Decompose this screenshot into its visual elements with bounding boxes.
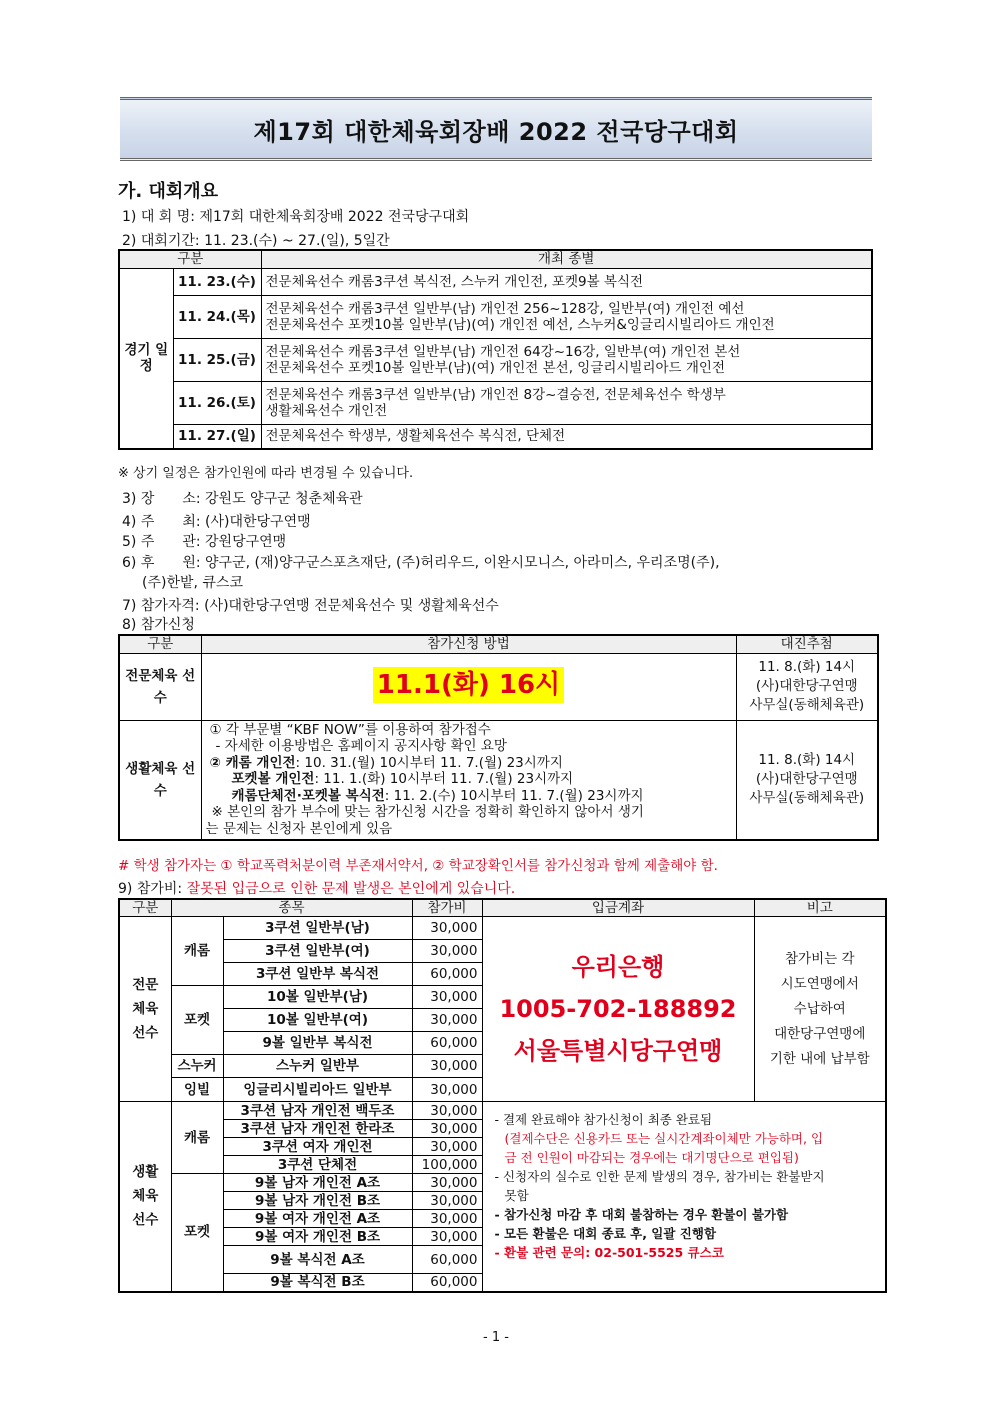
fee-pro-label: 전문 체육 선수 bbox=[119, 917, 171, 1102]
fee-event: 9볼 일반부 복식전 bbox=[223, 1032, 412, 1055]
fee-header-remark: 비고 bbox=[754, 899, 886, 917]
fee-event: 3쿠션 일반부(여) bbox=[223, 940, 412, 963]
item-registration: 8) 참가신청 bbox=[122, 617, 195, 633]
fee-header-category: 구분 bbox=[119, 899, 171, 917]
fee-life-label: 생활 체육 선수 bbox=[119, 1102, 171, 1292]
fee-amount: 60,000 bbox=[412, 1246, 482, 1274]
schedule-group-label: 경기 일정 bbox=[119, 268, 173, 449]
fee-event: 3쿠션 여자 개인전 bbox=[223, 1138, 412, 1156]
schedule-events: 전문체육선수 캐롬3쿠션 복식전, 스누커 개인전, 포켓9볼 복식전 bbox=[261, 268, 872, 295]
fee-amount: 30,000 bbox=[412, 1174, 482, 1192]
reg-life-label: 생활체육 선수 bbox=[119, 720, 201, 840]
schedule-date: 11. 27.(일) bbox=[173, 424, 261, 449]
fee-event: 9볼 복식전 B조 bbox=[223, 1274, 412, 1292]
fee-event: 3쿠션 남자 개인전 한라조 bbox=[223, 1120, 412, 1138]
fee-amount: 30,000 bbox=[412, 1055, 482, 1078]
section-heading: 가. 대회개요 bbox=[118, 181, 219, 202]
bank-account: 우리은행 1005-702-188892 서울특별시당구연맹 bbox=[482, 917, 754, 1102]
schedule-header-category: 구분 bbox=[119, 250, 261, 268]
item-organizer: 5) 주 관: 강원당구연맹 bbox=[122, 534, 287, 550]
document-title: 제17회 대한체육회장배 2022 전국당구대회 bbox=[253, 117, 739, 146]
reg-header-method: 참가신청 방법 bbox=[201, 635, 736, 653]
schedule-events: 전문체육선수 캐롬3쿠션 일반부(남) 개인전 64강~16강, 일반부(여) 개인전 본선 전문체육선수 포켓10볼 일반부(남)(여) 개인전 본선, 잉글리시빌리아드 개인전 bbox=[261, 338, 872, 381]
fee-event: 스누커 일반부 bbox=[223, 1055, 412, 1078]
reg-life-draw: 11. 8.(화) 14시 (사)대한당구연맹 사무실(동해체육관) bbox=[736, 720, 878, 840]
fee-event: 10볼 일반부(남) bbox=[223, 986, 412, 1009]
fee-amount: 60,000 bbox=[412, 1032, 482, 1055]
fee-amount: 30,000 bbox=[412, 1120, 482, 1138]
schedule-table bbox=[118, 249, 873, 450]
fee-event: 9볼 여자 개인전 A조 bbox=[223, 1210, 412, 1228]
schedule-header-events: 개최 종별 bbox=[261, 250, 872, 268]
fee-amount: 30,000 bbox=[412, 1228, 482, 1246]
schedule-date: 11. 25.(금) bbox=[173, 338, 261, 381]
fee-event: 9볼 여자 개인전 B조 bbox=[223, 1228, 412, 1246]
schedule-events: 전문체육선수 캐롬3쿠션 일반부(남) 개인전 8강~결승전, 전문체육선수 학생부 생활체육선수 개인전 bbox=[261, 381, 872, 424]
schedule-date: 11. 24.(목) bbox=[173, 295, 261, 338]
schedule-date: 11. 23.(수) bbox=[173, 268, 261, 295]
item-sponsors: 6) 후 원: 양구군, (재)양구군스포츠재단, (주)허리우드, 이완시모니스, 아라미스, 우리조명(주), bbox=[122, 555, 720, 571]
fee-amount: 100,000 bbox=[412, 1156, 482, 1174]
item-venue: 3) 장 소: 강원도 양구군 청춘체육관 bbox=[122, 491, 363, 507]
fee-event: 3쿠션 일반부 복식전 bbox=[223, 963, 412, 986]
fee-event: 3쿠션 단체전 bbox=[223, 1156, 412, 1174]
schedule-date: 11. 26.(토) bbox=[173, 381, 261, 424]
fee-amount: 60,000 bbox=[412, 963, 482, 986]
fee-amount: 30,000 bbox=[412, 1138, 482, 1156]
fee-event: 잉글리시빌리아드 일반부 bbox=[223, 1078, 412, 1102]
fee-amount: 60,000 bbox=[412, 1274, 482, 1292]
reg-life-method: ① 각 부문별 “KBF NOW”를 이용하여 참가접수 - 자세한 이용방법은 홈페이지 공지사항 확인 요망 ② 캐롬 개인전: 10. 31.(월) 10시부터 11. 7.(월) 23시까지 포켓볼 개인전: 11. 1.(화) 10시부터 11. 7.(월) 23시까지 캐롬단체전·포켓볼 복식전: 11. 2.(수) 10시부터 11. 7.(월) 23시까지 ※ 본인의 참가 부수에 맞는 참가신청 시간을 정확히 확인하지 않아서 생기 는 문제는 신청자 본인에게 있음 bbox=[201, 720, 736, 840]
fee-event: 3쿠션 남자 개인전 백두조 bbox=[223, 1102, 412, 1120]
fee-event: 9볼 남자 개인전 A조 bbox=[223, 1174, 412, 1192]
reg-header-category: 구분 bbox=[119, 635, 201, 653]
fee-event: 3쿠션 일반부(남) bbox=[223, 917, 412, 940]
student-note: # 학생 참가자는 ① 학교폭력처분이력 부존재서약서, ② 학교장확인서를 참가신청과 함께 제출해야 함. bbox=[118, 858, 718, 874]
refund-notes: - 결제 완료해야 참가신청이 최종 완료됨 (결제수단은 신용카드 또는 실시간계좌이체만 가능하며, 입 금 전 인원이 마감되는 경우에는 대기명단으로 편입됨) - 신청자의 실수로 인한 문제 발생의 경우, 참가비는 환불받지 못함 - 참가신청 마감 후 대회 불참하는 경우 환불이 불가함 - 모든 환불은 대회 종료 후, 일괄 진행함 - 환불 관련 문의: 02-501-5525 큐스코 bbox=[482, 1102, 886, 1292]
item-host: 4) 주 최: (사)대한당구연맹 bbox=[122, 514, 311, 530]
fee-group-pocket: 포켓 bbox=[171, 1174, 223, 1292]
fee-header-fee: 참가비 bbox=[412, 899, 482, 917]
fee-amount: 30,000 bbox=[412, 940, 482, 963]
title-banner bbox=[120, 97, 872, 161]
fee-amount: 30,000 bbox=[412, 1192, 482, 1210]
item-entry-fee: 9) 참가비: 잘못된 입금으로 인한 문제 발생은 본인에게 있습니다. bbox=[118, 881, 516, 897]
reg-header-draw: 대진추첨 bbox=[736, 635, 878, 653]
item-eligibility: 7) 참가자격: (사)대한당구연맹 전문체육선수 및 생활체육선수 bbox=[122, 598, 499, 614]
schedule-events: 전문체육선수 캐롬3쿠션 일반부(남) 개인전 256~128강, 일반부(여) 개인전 예선 전문체육선수 포켓10볼 일반부(남)(여) 개인전 예선, 스누커&잉글리시빌리아드 개인전 bbox=[261, 295, 872, 338]
fee-header-account: 입금계좌 bbox=[482, 899, 754, 917]
fee-group-english: 잉빌 bbox=[171, 1078, 223, 1102]
fee-group-pocket: 포켓 bbox=[171, 986, 223, 1055]
item-event-period: 2) 대회기간: 11. 23.(수) ~ 27.(일), 5일간 bbox=[122, 233, 390, 249]
fee-group-carom: 캐롬 bbox=[171, 1102, 223, 1174]
fee-amount: 30,000 bbox=[412, 1102, 482, 1120]
schedule-note: ※ 상기 일정은 참가인원에 따라 변경될 수 있습니다. bbox=[118, 466, 414, 481]
fee-event: 9볼 복식전 A조 bbox=[223, 1246, 412, 1274]
fee-group-carom: 캐롬 bbox=[171, 917, 223, 986]
item-sponsors-cont: (주)한밭, 큐스코 bbox=[142, 575, 243, 591]
fee-event: 9볼 남자 개인전 B조 bbox=[223, 1192, 412, 1210]
fee-event: 10볼 일반부(여) bbox=[223, 1009, 412, 1032]
fee-remark: 참가비는 각 시도연맹에서 수납하여 대한당구연맹에 기한 내에 납부함 bbox=[754, 917, 886, 1102]
fee-group-snooker: 스누커 bbox=[171, 1055, 223, 1078]
fee-table bbox=[118, 898, 887, 1293]
fee-amount: 30,000 bbox=[412, 986, 482, 1009]
schedule-events: 전문체육선수 학생부, 생활체육선수 복식전, 단체전 bbox=[261, 424, 872, 449]
reg-pro-draw: 11. 8.(화) 14시 (사)대한당구연맹 사무실(동해체육관) bbox=[736, 653, 878, 720]
page-number: - 1 - bbox=[483, 1330, 509, 1345]
fee-header-event: 종목 bbox=[171, 899, 412, 917]
reg-pro-label: 전문체육 선수 bbox=[119, 653, 201, 720]
fee-amount: 30,000 bbox=[412, 1078, 482, 1102]
fee-amount: 30,000 bbox=[412, 917, 482, 940]
registration-table bbox=[118, 634, 879, 841]
item-event-name: 1) 대 회 명: 제17회 대한체육회장배 2022 전국당구대회 bbox=[122, 209, 470, 225]
fee-amount: 30,000 bbox=[412, 1210, 482, 1228]
reg-pro-deadline: 11.1(화) 16시 bbox=[201, 653, 736, 720]
fee-amount: 30,000 bbox=[412, 1009, 482, 1032]
